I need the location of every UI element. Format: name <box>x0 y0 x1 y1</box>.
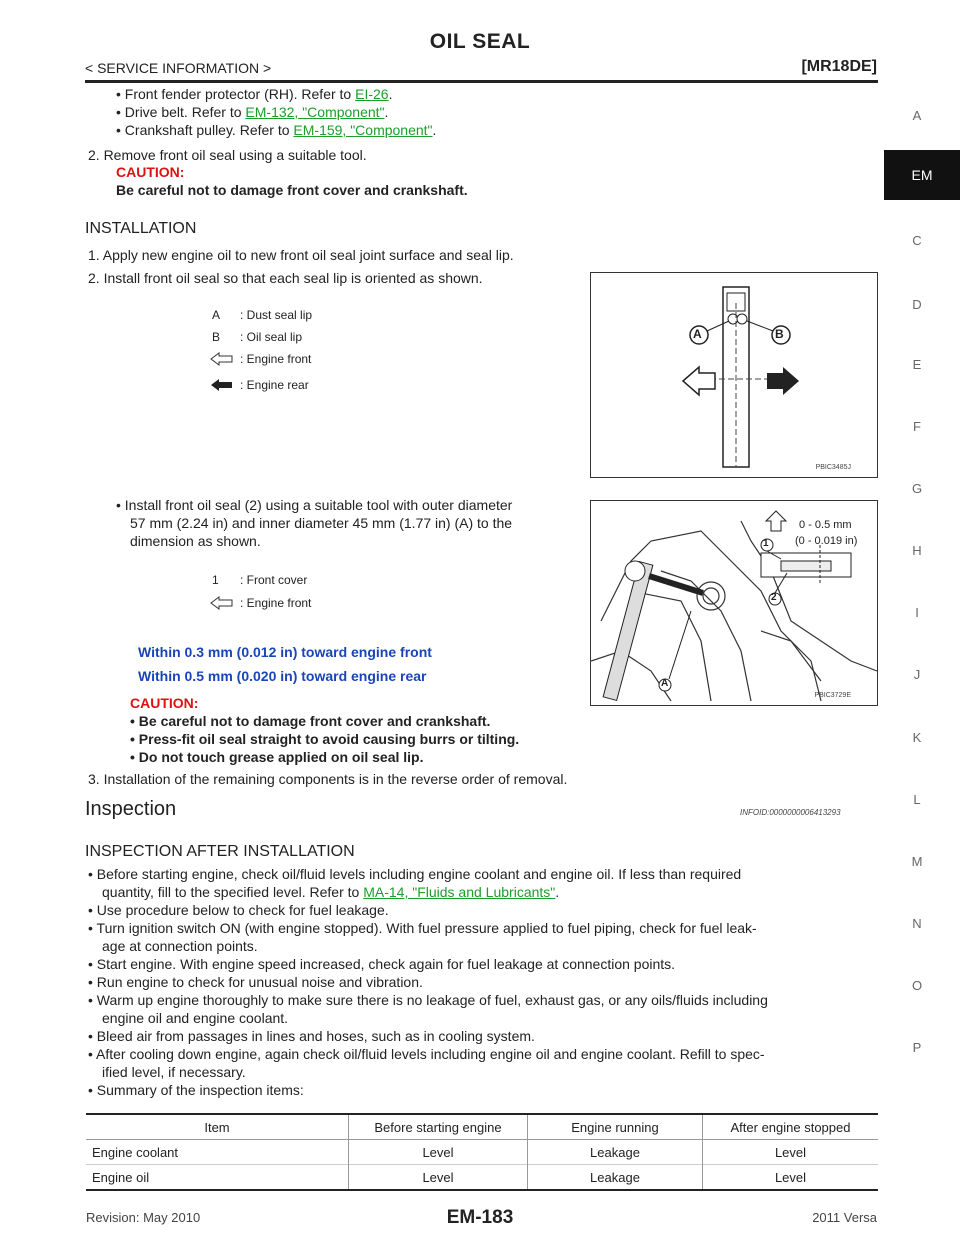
bullet-text: Front fender protector (RH). Refer to <box>124 86 356 102</box>
bullet-text: Run engine to check for unusual noise and vibration. <box>96 974 423 990</box>
fig2-dim-mm: 0 - 0.5 mm <box>799 519 852 531</box>
link-ma-14[interactable]: MA-14, "Fluids and Lubricants" <box>363 884 556 900</box>
legend-value: : Dust seal lip <box>240 308 313 322</box>
document-title: 2011 Versa <box>812 1210 877 1225</box>
table-row <box>86 1165 878 1190</box>
caution-item-2: • Press-fit oil seal straight to avoid causing burrs or tilting. <box>130 731 520 747</box>
th-before: Before starting engine <box>349 1115 528 1140</box>
side-tab-o[interactable]: O <box>911 978 923 993</box>
fig2-dim-in: (0 - 0.019 in) <box>795 535 858 547</box>
info-id: INFOID:0000000006413293 <box>740 808 841 817</box>
inspection-subheading: INSPECTION AFTER INSTALLATION <box>85 843 355 860</box>
bullet-text: Start engine. With engine speed increased, check again for fuel leakage at connection points. <box>96 956 676 972</box>
engine-rear-arrow-icon <box>767 367 799 395</box>
legend-front-cover <box>212 573 308 587</box>
bullet-text: Bleed air from passages in lines and hoses, such as in cooling system. <box>96 1028 535 1044</box>
cell-before: Level <box>349 1165 528 1190</box>
fig2-code: PBIC3729E <box>814 692 851 699</box>
install-bullet-line-1: • Install front oil seal (2) using a suitable tool with outer diameter <box>116 497 513 513</box>
bullet-text: Summary of the inspection items: <box>96 1082 304 1098</box>
removal-step-2: 2. Remove front oil seal using a suitable tool. <box>88 147 367 163</box>
th-running: Engine running <box>528 1115 703 1140</box>
fig1-code: PBIC3485J <box>815 464 851 471</box>
side-tab-e[interactable]: E <box>912 357 922 372</box>
insp-bullet-2: • Use procedure below to check for fuel leakage. <box>88 902 389 918</box>
removal-bullet-2: • Drive belt. Refer to EM-132, "Component". <box>116 104 389 120</box>
install-bullet-line-3: dimension as shown. <box>130 533 261 549</box>
legend-engine-front-2: : Engine front <box>240 596 312 610</box>
fig1-label-a: A <box>693 327 702 341</box>
link-em-132[interactable]: EM-132, "Component" <box>245 104 385 120</box>
bullet-suffix: . <box>384 104 389 120</box>
bullet-suffix: . <box>432 122 437 138</box>
legend-key: A <box>212 308 221 322</box>
legend-key: 1 <box>212 573 219 587</box>
bullet-text: Use procedure below to check for fuel leakage. <box>96 902 389 918</box>
insp-bullet-8-line-1: • After cooling down engine, again check oil/fluid levels including engine oil and engine coolant. Refill to spec- <box>88 1046 765 1062</box>
seal-lip-diagram <box>591 273 877 477</box>
insp-bullet-1-line-2 <box>102 884 559 901</box>
insp-bullet-3-line-2: age at connection points. <box>102 938 258 954</box>
th-after: After engine stopped <box>730 1119 851 1135</box>
installation-heading: INSTALLATION <box>85 220 197 237</box>
inspection-table <box>86 1113 878 1191</box>
insp-bullet-8-line-2: ified level, if necessary. <box>102 1064 246 1080</box>
bullet-suffix: . <box>555 884 560 900</box>
th-item: Item <box>86 1115 349 1140</box>
insp-bullet-5: • Run engine to check for unusual noise and vibration. <box>88 974 423 990</box>
insp-bullet-4: • Start engine. With engine speed increased, check again for fuel leakage at connection points. <box>88 956 676 972</box>
insp-bullet-9: • Summary of the inspection items: <box>88 1082 304 1098</box>
caution-label-2: CAUTION: <box>130 695 199 711</box>
side-tab-d[interactable]: D <box>912 297 922 312</box>
legend-a <box>212 308 313 322</box>
side-tab-n[interactable]: N <box>912 916 922 931</box>
bullet-text: Turn ignition switch ON (with engine stopped). With fuel pressure applied to fuel piping, check for fuel leak- <box>96 920 757 936</box>
insp-bullet-6-line-2: engine oil and engine coolant. <box>102 1010 289 1026</box>
figure-install-tool <box>590 500 878 706</box>
engine-front-arrow-icon <box>683 367 715 395</box>
side-tab-l[interactable]: L <box>913 792 921 807</box>
side-tab-g[interactable]: G <box>911 481 923 496</box>
fig2-label-a: A <box>661 678 669 689</box>
cell-item: Engine oil <box>86 1165 349 1190</box>
side-tab-i[interactable]: I <box>915 605 919 620</box>
within-rear-note: Within 0.5 mm (0.020 in) toward engine rear <box>138 668 427 684</box>
caution-item-3: • Do not touch grease applied on oil seal lip. <box>130 749 424 765</box>
solid-arrow-icon <box>210 378 234 392</box>
side-tab-em[interactable]: EM <box>884 150 960 200</box>
model-label: [MR18DE] <box>801 58 877 75</box>
cell-running: Leakage <box>528 1165 703 1190</box>
side-tab-h[interactable]: H <box>912 543 922 558</box>
side-tab-j[interactable]: J <box>913 667 921 682</box>
side-tab-p[interactable]: P <box>912 1040 922 1055</box>
bullet-text: Crankshaft pulley. Refer to <box>124 122 294 138</box>
insp-bullet-1-line-1: • Before starting engine, check oil/fluid levels including engine coolant and engine oil. If less than required <box>88 866 742 882</box>
fig2-label-2: 2 <box>771 592 777 603</box>
legend-b <box>212 330 303 344</box>
bullet-text: Before starting engine, check oil/fluid levels including engine coolant and engine oil. If less than required <box>96 866 742 882</box>
side-tab-c[interactable]: C <box>912 233 922 248</box>
legend-key: B <box>212 330 221 344</box>
header-rule <box>85 80 878 83</box>
insp-bullet-3-line-1: • Turn ignition switch ON (with engine stopped). With fuel pressure applied to fuel piping, check for fuel leak- <box>88 920 757 936</box>
legend-value: : Oil seal lip <box>240 330 303 344</box>
within-front-note: Within 0.3 mm (0.012 in) toward engine front <box>138 644 432 660</box>
cell-item: Engine coolant <box>86 1140 349 1165</box>
install-step-2: 2. Install front oil seal so that each seal lip is oriented as shown. <box>88 270 483 286</box>
page-number: EM-183 <box>446 1207 514 1228</box>
table-row <box>86 1140 878 1165</box>
cell-after: Level <box>774 1169 807 1185</box>
legend-engine-front: : Engine front <box>240 352 312 366</box>
fig2-label-1: 1 <box>763 538 769 549</box>
legend-value: : Front cover <box>240 573 308 587</box>
bullet-text: Drive belt. Refer to <box>124 104 246 120</box>
bullet-text: Warm up engine thoroughly to make sure there is no leakage of fuel, exhaust gas, or any oils/fluids including <box>96 992 768 1008</box>
install-step-3: 3. Installation of the remaining components is in the reverse order of removal. <box>88 771 568 787</box>
install-tool-diagram <box>591 501 877 705</box>
cell-running: Leakage <box>528 1140 703 1165</box>
section-label: < SERVICE INFORMATION > <box>85 60 272 76</box>
insp-bullet-7: • Bleed air from passages in lines and hoses, such as in cooling system. <box>88 1028 535 1044</box>
fig1-label-b: B <box>775 327 784 341</box>
hollow-arrow-icon <box>210 352 234 366</box>
install-bullet-line-2: 57 mm (2.24 in) and inner diameter 45 mm (1.77 in) (A) to the <box>130 515 513 531</box>
removal-bullet-1: • Front fender protector (RH). Refer to EI-26. <box>116 86 393 102</box>
inspection-heading: Inspection <box>85 798 177 820</box>
bullet-text: After cooling down engine, again check oil/fluid levels including engine oil and engine coolant. Refill to spec- <box>96 1046 765 1062</box>
removal-bullet-3: • Crankshaft pulley. Refer to EM-159, "Component". <box>116 122 437 138</box>
caution-label: CAUTION: <box>116 164 185 180</box>
page-title: OIL SEAL <box>429 30 531 53</box>
cell-before: Level <box>349 1140 528 1165</box>
legend-engine-rear: : Engine rear <box>240 378 309 392</box>
inspection-table-grid <box>86 1115 878 1189</box>
caution-text: Be careful not to damage front cover and crankshaft. <box>116 182 468 198</box>
link-ei-26[interactable]: EI-26 <box>355 86 389 102</box>
figure-seal-lip <box>590 272 878 478</box>
side-tab-a[interactable]: A <box>912 108 922 123</box>
side-tab-m[interactable]: M <box>911 854 923 869</box>
hollow-arrow-icon <box>210 596 234 610</box>
bullet-text: Install front oil seal (2) using a suitable tool with outer diameter <box>124 497 513 513</box>
insp-bullet-6-line-1: • Warm up engine thoroughly to make sure there is no leakage of fuel, exhaust gas, or any oils/fluids including <box>88 992 768 1008</box>
table-header-row <box>86 1115 878 1140</box>
cell-after: Level <box>774 1144 807 1160</box>
bullet-text: quantity, fill to the specified level. Refer to <box>102 884 364 900</box>
side-tab-f[interactable]: F <box>913 419 921 434</box>
side-tab-k[interactable]: K <box>912 730 922 745</box>
link-em-159[interactable]: EM-159, "Component" <box>293 122 433 138</box>
bullet-suffix: . <box>388 86 393 102</box>
revision-date: Revision: May 2010 <box>86 1210 201 1225</box>
install-step-1: 1. Apply new engine oil to new front oil seal joint surface and seal lip. <box>88 247 514 263</box>
caution-item-1: • Be careful not to damage front cover and crankshaft. <box>130 713 491 729</box>
